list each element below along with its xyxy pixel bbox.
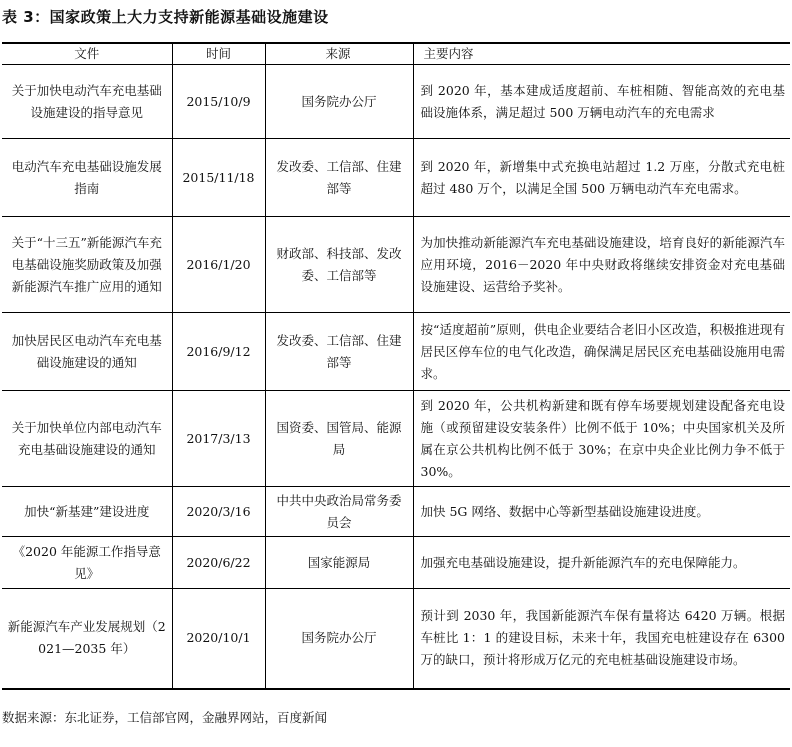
table-row	[2, 589, 790, 689]
cell-time: 2020/10/1	[172, 589, 265, 689]
cell-content: 预计到 2030 年，我国新能源汽车保有量将达 6420 万辆。根据车桩比 1：1 的建设目标，未来十年，我国充电桩建设存在 6300 万的缺口，预计将形成万亿元的充电桩基础设施建设市场。	[413, 589, 790, 689]
cell-time: 2016/9/12	[172, 313, 265, 391]
cell-content: 加强充电基础设施建设，提升新能源汽车的充电保障能力。	[413, 537, 790, 589]
cell-time: 2020/3/16	[172, 487, 265, 537]
cell-doc: 关于加快单位内部电动汽车充电基础设施建设的通知	[2, 391, 172, 487]
cell-doc: 新能源汽车产业发展规划（2021—2035 年）	[2, 589, 172, 689]
column-header-doc: 文件	[2, 43, 172, 65]
table-row	[2, 487, 790, 537]
table-row	[2, 391, 790, 487]
cell-time: 2017/3/13	[172, 391, 265, 487]
cell-time: 2020/6/22	[172, 537, 265, 589]
table-row	[2, 139, 790, 217]
cell-doc: 关于“十三五”新能源汽车充电基础设施奖励政策及加强新能源汽车推广应用的通知	[2, 217, 172, 313]
cell-source: 财政部、科技部、发改委、工信部等	[265, 217, 413, 313]
table-row	[2, 65, 790, 139]
cell-time: 2015/11/18	[172, 139, 265, 217]
cell-source: 国务院办公厅	[265, 65, 413, 139]
cell-source: 中共中央政治局常务委员会	[265, 487, 413, 537]
cell-doc: 《2020 年能源工作指导意见》	[2, 537, 172, 589]
cell-source: 国家能源局	[265, 537, 413, 589]
table-row	[2, 313, 790, 391]
table-header-row	[2, 43, 790, 65]
cell-content: 加快 5G 网络、数据中心等新型基础设施建设进度。	[413, 487, 790, 537]
policy-table	[2, 42, 790, 690]
cell-source: 国务院办公厅	[265, 589, 413, 689]
cell-content: 按“适度超前”原则，供电企业要结合老旧小区改造，积极推进现有居民区停车位的电气化改造，确保满足居民区充电基础设施用电需求。	[413, 313, 790, 391]
cell-source: 发改委、工信部、住建部等	[265, 139, 413, 217]
cell-content: 到 2020 年，基本建成适度超前、车桩相随、智能高效的充电基础设施体系，满足超过 500 万辆电动汽车的充电需求	[413, 65, 790, 139]
table-row	[2, 537, 790, 589]
cell-source: 发改委、工信部、住建部等	[265, 313, 413, 391]
column-header-source: 来源	[265, 43, 413, 65]
cell-doc: 加快居民区电动汽车充电基础设施建设的通知	[2, 313, 172, 391]
cell-doc: 电动汽车充电基础设施发展指南	[2, 139, 172, 217]
table-row	[2, 217, 790, 313]
cell-doc: 加快“新基建”建设进度	[2, 487, 172, 537]
cell-content: 到 2020 年，公共机构新建和既有停车场要规划建设配备充电设施（或预留建设安装条件）比例不低于 10%；中央国家机关及所属在京公共机构比例不低于 30%；在京中央企业比例力争不低于 30%。	[413, 391, 790, 487]
cell-content: 为加快推动新能源汽车充电基础设施建设，培育良好的新能源汽车应用环境，2016－2020 年中央财政将继续安排资金对充电基础设施建设、运营给予奖补。	[413, 217, 790, 313]
cell-doc: 关于加快电动汽车充电基础设施建设的指导意见	[2, 65, 172, 139]
column-header-time: 时间	[172, 43, 265, 65]
table-title: 表 3：国家政策上大力支持新能源基础设施建设	[2, 8, 329, 26]
cell-content: 到 2020 年，新增集中式充换电站超过 1.2 万座，分散式充电桩超过 480 万个，以满足全国 500 万辆电动汽车充电需求。	[413, 139, 790, 217]
data-source-note: 数据来源：东北证券，工信部官网，金融界网站，百度新闻	[2, 710, 328, 725]
column-header-content: 主要内容	[413, 43, 790, 65]
cell-source: 国资委、国管局、能源局	[265, 391, 413, 487]
cell-time: 2016/1/20	[172, 217, 265, 313]
cell-time: 2015/10/9	[172, 65, 265, 139]
